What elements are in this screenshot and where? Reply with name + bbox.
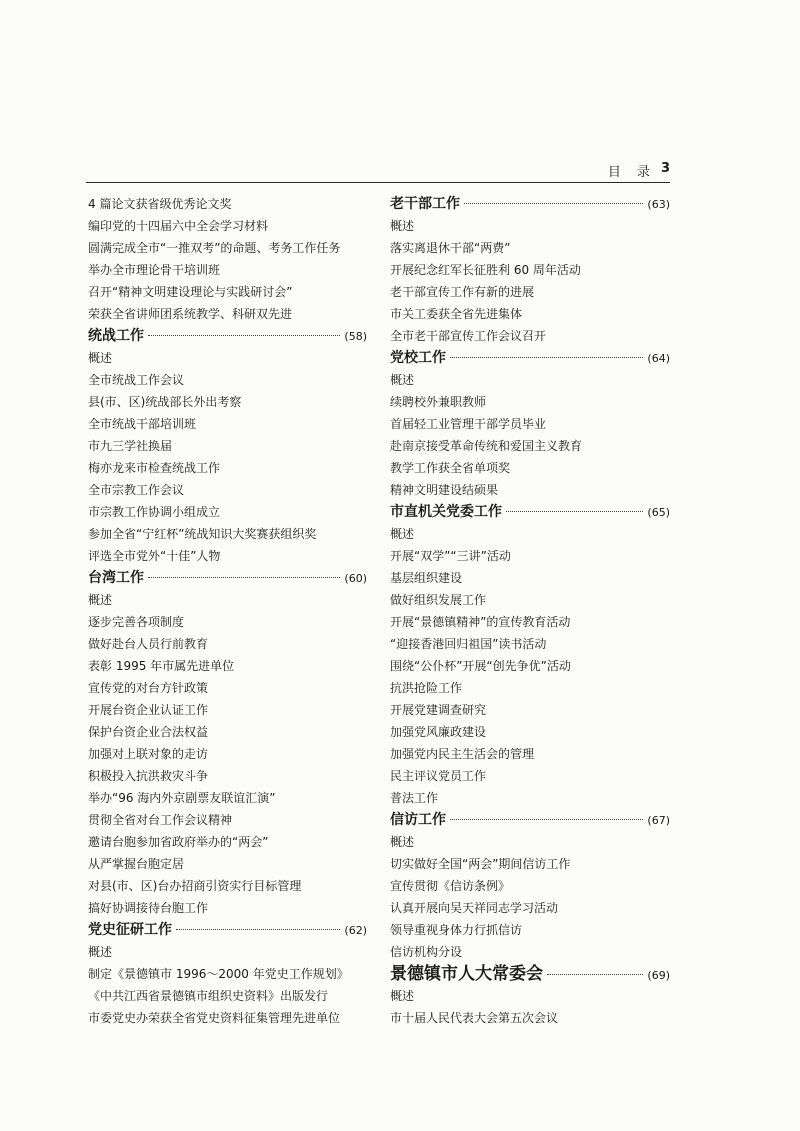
section-page-number: (64)	[647, 352, 670, 365]
toc-section-heading[interactable]	[390, 347, 670, 369]
toc-entry[interactable]: 概述	[88, 945, 113, 959]
toc-entry[interactable]: 制定《景德镇市 1996～2000 年党史工作规划》	[88, 967, 349, 981]
dot-leader	[176, 929, 340, 930]
section-title: 老干部工作	[390, 196, 460, 212]
toc-entry[interactable]: 做好组织发展工作	[390, 593, 487, 607]
toc-entry[interactable]: “迎接香港回归祖国”读书活动	[390, 637, 547, 651]
toc-entry[interactable]: 精神文明建设结硕果	[390, 483, 499, 497]
toc-entry[interactable]: 宣传贯彻《信访条例》	[390, 879, 511, 893]
toc-entry[interactable]: 教学工作获全省单项奖	[390, 461, 511, 475]
toc-entry[interactable]: 民主评议党员工作	[390, 769, 487, 783]
toc-entry[interactable]: 全市宗教工作会议	[88, 483, 185, 497]
toc-entry[interactable]: 概述	[390, 373, 415, 387]
toc-entry[interactable]: 保护台资企业合法权益	[88, 725, 209, 739]
toc-entry[interactable]: 4 篇论文获省级优秀论文奖	[88, 197, 232, 211]
toc-entry[interactable]: 加强对上联对象的走访	[88, 747, 209, 761]
toc-entry[interactable]: 市委党史办荣获全省党史资料征集管理先进单位	[88, 1011, 341, 1025]
toc-entry[interactable]: 普法工作	[390, 791, 439, 805]
section-title: 信访工作	[390, 812, 446, 828]
header-title: 目 录	[607, 165, 656, 180]
dot-leader	[464, 203, 643, 204]
toc-entry[interactable]: 落实离退休干部“两费”	[390, 241, 511, 255]
section-page-number: (67)	[647, 814, 670, 827]
toc-left-column	[88, 193, 367, 1029]
toc-entry[interactable]: 积极投入抗洪救灾斗争	[88, 769, 209, 783]
toc-entry[interactable]: 续聘校外兼职教师	[390, 395, 487, 409]
toc-entry[interactable]: 表彰 1995 年市属先进单位	[88, 659, 235, 673]
toc-section-heading[interactable]	[390, 809, 670, 831]
section-title: 党校工作	[390, 350, 446, 366]
toc-entry[interactable]: 圆满完成全市“一推双考”的命题、考务工作任务	[88, 241, 341, 255]
toc-entry[interactable]: 全市统战工作会议	[88, 373, 185, 387]
toc-entry[interactable]: 全市老干部宣传工作会议召开	[390, 329, 547, 343]
toc-entry[interactable]: 开展“景德镇精神”的宣传教育活动	[390, 615, 571, 629]
toc-entry[interactable]: 加强党内民主生活会的管理	[390, 747, 535, 761]
toc-entry[interactable]: 荣获全省讲师团系统教学、科研双先进	[88, 307, 293, 321]
toc-entry[interactable]: 围绕“公仆杯”开展“创先争优”活动	[390, 659, 571, 673]
toc-entry[interactable]: 邀请台胞参加省政府举办的“两会”	[88, 835, 269, 849]
dot-leader	[506, 511, 643, 512]
toc-entry[interactable]: 从严掌握台胞定居	[88, 857, 185, 871]
section-title: 党史征研工作	[88, 922, 172, 938]
toc-entry[interactable]: 概述	[88, 593, 113, 607]
toc-entry[interactable]: 编印党的十四届六中全会学习材料	[88, 219, 269, 233]
toc-section-heading[interactable]	[88, 325, 367, 347]
toc-entry[interactable]: 举办全市理论骨干培训班	[88, 263, 221, 277]
toc-entry[interactable]: 县(市、区)统战部长外出考察	[88, 395, 242, 409]
toc-entry[interactable]: 举办“96 海内外京剧票友联谊汇演”	[88, 791, 276, 805]
section-page-number: (65)	[647, 506, 670, 519]
toc-entry[interactable]: 逐步完善各项制度	[88, 615, 185, 629]
toc-entry[interactable]: 宣传党的对台方针政策	[88, 681, 209, 695]
toc-entry[interactable]: 召开“精神文明建设理论与实践研讨会”	[88, 285, 293, 299]
section-title: 市直机关党委工作	[390, 504, 502, 520]
toc-entry[interactable]: 认真开展向吴天祥同志学习活动	[390, 901, 559, 915]
toc-entry[interactable]: 做好赴台人员行前教育	[88, 637, 209, 651]
toc-section-heading[interactable]	[390, 963, 670, 985]
dot-leader	[547, 974, 643, 975]
toc-section-heading[interactable]	[88, 919, 367, 941]
toc-entry[interactable]: 市关工委获全省先进集体	[390, 307, 523, 321]
toc-section-heading[interactable]	[390, 501, 670, 523]
toc-entry[interactable]: 信访机构分设	[390, 945, 463, 959]
toc-entry[interactable]: 开展纪念红军长征胜利 60 周年活动	[390, 263, 581, 277]
toc-entry[interactable]: 市九三学社换届	[88, 439, 173, 453]
section-title: 台湾工作	[88, 570, 144, 586]
toc-entry[interactable]: 概述	[390, 835, 415, 849]
toc-entry[interactable]: 开展台资企业认证工作	[88, 703, 209, 717]
dot-leader	[450, 819, 643, 820]
section-title: 景德镇市人大常委会	[390, 964, 543, 984]
section-page-number: (63)	[647, 198, 670, 211]
toc-entry[interactable]: 概述	[390, 527, 415, 541]
toc-entry[interactable]: 市十届人民代表大会第五次会议	[390, 1011, 559, 1025]
toc-entry[interactable]: 对县(市、区)台办招商引资实行目标管理	[88, 879, 302, 893]
toc-entry[interactable]: 切实做好全国“两会”期间信访工作	[390, 857, 571, 871]
section-title: 统战工作	[88, 328, 144, 344]
dot-leader	[148, 577, 340, 578]
toc-entry[interactable]: 搞好协调接待台胞工作	[88, 901, 209, 915]
section-page-number: (60)	[344, 572, 367, 585]
toc-entry[interactable]: 老干部宣传工作有新的进展	[390, 285, 535, 299]
toc-entry[interactable]: 概述	[88, 351, 113, 365]
toc-entry[interactable]: 领导重视身体力行抓信访	[390, 923, 523, 937]
toc-entry[interactable]: 首届轻工业管理干部学员毕业	[390, 417, 547, 431]
toc-entry[interactable]: 基层组织建设	[390, 571, 463, 585]
toc-entry[interactable]: 市宗教工作协调小组成立	[88, 505, 221, 519]
toc-entry[interactable]: 梅亦龙来市检查统战工作	[88, 461, 221, 475]
header-page-number: 3	[660, 161, 670, 176]
toc-section-heading[interactable]	[88, 567, 367, 589]
toc-entry[interactable]: 赴南京接受革命传统和爱国主义教育	[390, 439, 583, 453]
section-page-number: (58)	[344, 330, 367, 343]
toc-section-heading[interactable]	[390, 193, 670, 215]
toc-entry[interactable]: 加强党风廉政建设	[390, 725, 487, 739]
toc-entry[interactable]: 评选全市党外“十佳”人物	[88, 549, 221, 563]
toc-entry[interactable]: 贯彻全省对台工作会议精神	[88, 813, 233, 827]
toc-entry[interactable]: 概述	[390, 219, 415, 233]
toc-entry[interactable]: 《中共江西省景德镇市组织史资料》出版发行	[88, 989, 329, 1003]
toc-right-column	[390, 193, 670, 1029]
toc-entry[interactable]: 开展“双学”“三讲”活动	[390, 549, 511, 563]
toc-entry[interactable]: 概述	[390, 989, 415, 1003]
toc-entry[interactable]: 参加全省“宁红杯”统战知识大奖赛获组织奖	[88, 527, 317, 541]
section-page-number: (62)	[344, 924, 367, 937]
toc-entry[interactable]: 全市统战干部培训班	[88, 417, 197, 431]
toc-entry[interactable]: 开展党建调查研究	[390, 703, 487, 717]
section-page-number: (69)	[647, 969, 670, 982]
toc-entry[interactable]: 抗洪抢险工作	[390, 681, 463, 695]
page-header	[86, 160, 670, 183]
dot-leader	[450, 357, 643, 358]
dot-leader	[148, 335, 340, 336]
